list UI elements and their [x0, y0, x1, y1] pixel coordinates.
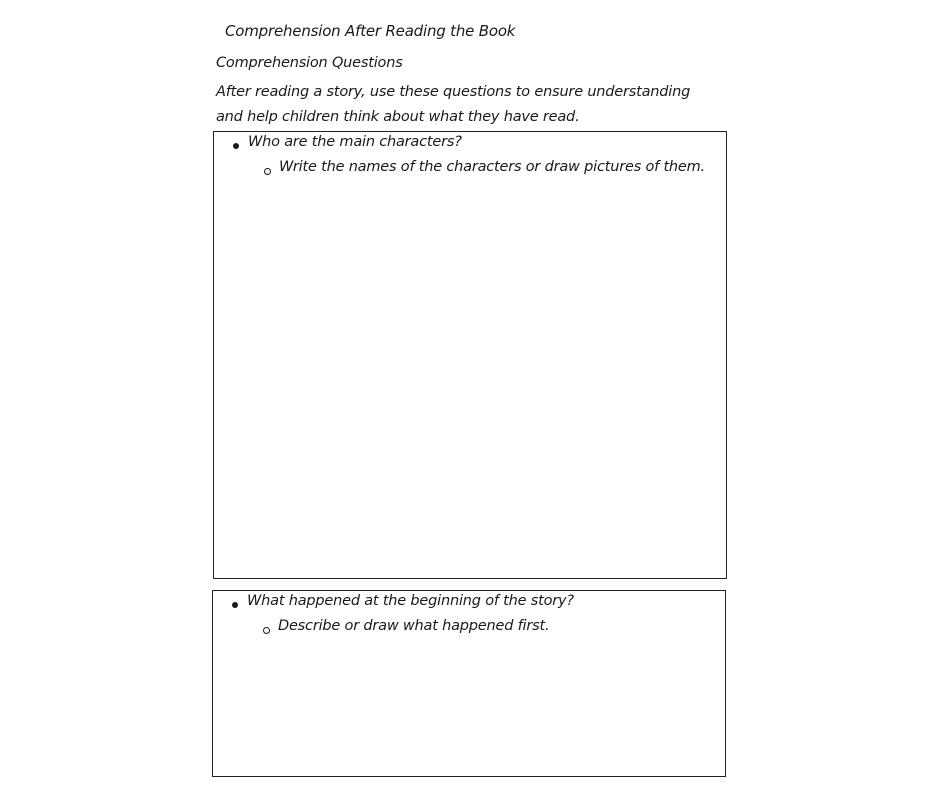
bullet-circle-icon	[264, 168, 271, 175]
answer-box-beginning[interactable]	[212, 590, 726, 777]
bullet-disc-icon	[232, 602, 238, 608]
question-text: What happened at the beginning of the story?	[247, 593, 574, 609]
question-text: Who are the main characters?	[248, 134, 462, 150]
document-title: Comprehension After Reading the Book	[225, 22, 516, 40]
bullet-circle-icon	[263, 627, 270, 634]
section-heading: Comprehension Questions	[216, 55, 403, 71]
answer-box-characters[interactable]	[213, 131, 727, 579]
prompt-text: Describe or draw what happened first.	[278, 618, 550, 634]
intro-paragraph: After reading a story, use these questions to ensure understanding and help children think about what they have read.	[216, 84, 691, 125]
bullet-disc-icon	[233, 143, 239, 149]
prompt-text: Write the names of the characters or draw pictures of them.	[279, 159, 705, 175]
